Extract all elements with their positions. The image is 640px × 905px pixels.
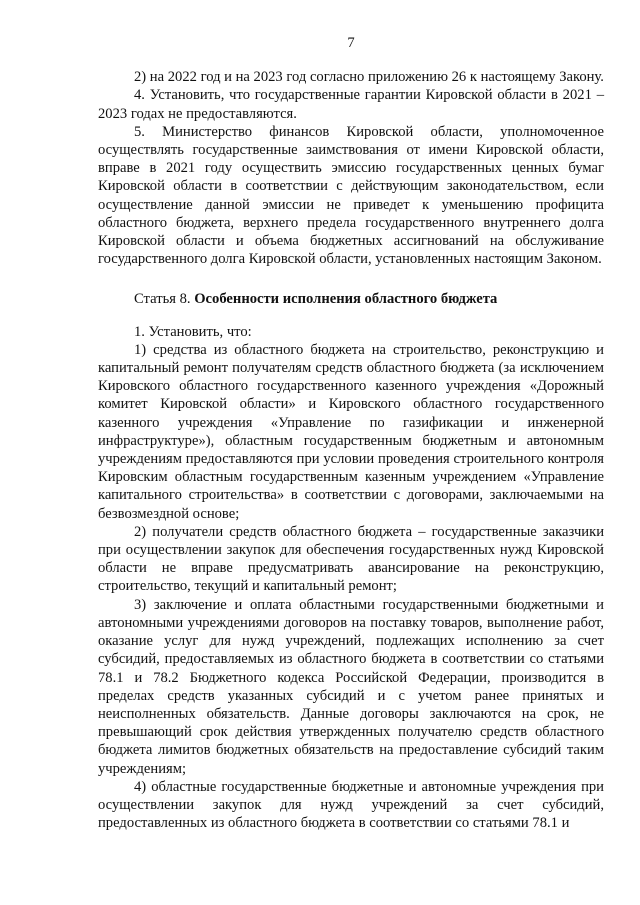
- article-number: Статья 8.: [134, 291, 191, 308]
- article-heading: [98, 290, 604, 308]
- paragraph-item-2-2022-2023: 2) на 2022 год и на 2023 год согласно приложению 26 к настоящему Закону.: [134, 69, 604, 86]
- paragraph-construction-funds: 1) средства из областного бюджета на строительство, реконструкцию и капитальный ремонт получателям средств областного бюджета (за исключением Кировского областного государственного казенного учреждения «Дорожный комитет Кировской области» и Кировского областного государственного казенного учреждения «Управление по газификации и инженерной инфраструктуре»), областным государственным бюджетным и автономным учреждениям предоставляются при условии проведения строительного контроля Кировским областным государственным казенным учреждением «Управление капитального строительства» в соответствии с договорами, заключаемыми на безвозмездной основе;: [98, 341, 604, 522]
- page-number: 7: [347, 35, 355, 51]
- top-section: [98, 68, 604, 268]
- article-title: Особенности исполнения областного бюджета: [194, 291, 498, 308]
- paragraph-state-guarantees: 4. Установить, что государственные гарантии Кировской области в 2021 – 2023 годах не предоставляются.: [98, 87, 604, 122]
- paragraph-establish: 1. Установить, что:: [134, 323, 252, 340]
- paragraph-budget-institutions: 4) областные государственные бюджетные и автономные учреждения при осуществлении закупок для нужд учреждений за счет субсидий, предоставленных из областного бюджета в соответствии со статьями 78.1 и: [98, 778, 604, 832]
- paragraph-contracts-subsidies: 3) заключение и оплата областными государственными бюджетными и автономными учреждениями договоров на поставку товаров, выполнение работ, оказание услуг для нужд учреждений, подлежащих исполнению за счет субсидий, предоставляемых из областного бюджета в соответствии со статьями 78.1 и 78.2 Бюджетного кодекса Российской Федерации, производится в пределах средств указанных субсидий и с учетом ранее принятых и неисполненных обязательств. Данные договоры заключаются на срок, не превышающий срок действия утвержденных получателю средств областного бюджета лимитов бюджетных обязательств на предоставление субсидий таким учреждениям;: [98, 596, 604, 777]
- paragraph-ministry-of-finance: 5. Министерство финансов Кировской области, уполномоченное осуществлять государственные заимствования от имени Кировской области, вправе в 2021 году осуществить эмиссию государственных ценных бумаг Кировской области в соответствии с действующим законодательством, если осуществление данной эмиссии не приведет к уменьшению профицита областного бюджета, верхнего предела государственного внутреннего долга Кировской области и объема бюджетных ассигнований на обслуживание государственного долга Кировской области, установленных настоящим Законом.: [98, 123, 604, 268]
- article-body: [98, 323, 604, 833]
- paragraph-state-customers: 2) получатели средств областного бюджета – государственные заказчики при осуществлении закупок для обеспечения государственных нужд Кировской области не вправе предусматривать авансирование на реконструкцию, строительство, текущий и капитальный ремонт;: [98, 523, 604, 595]
